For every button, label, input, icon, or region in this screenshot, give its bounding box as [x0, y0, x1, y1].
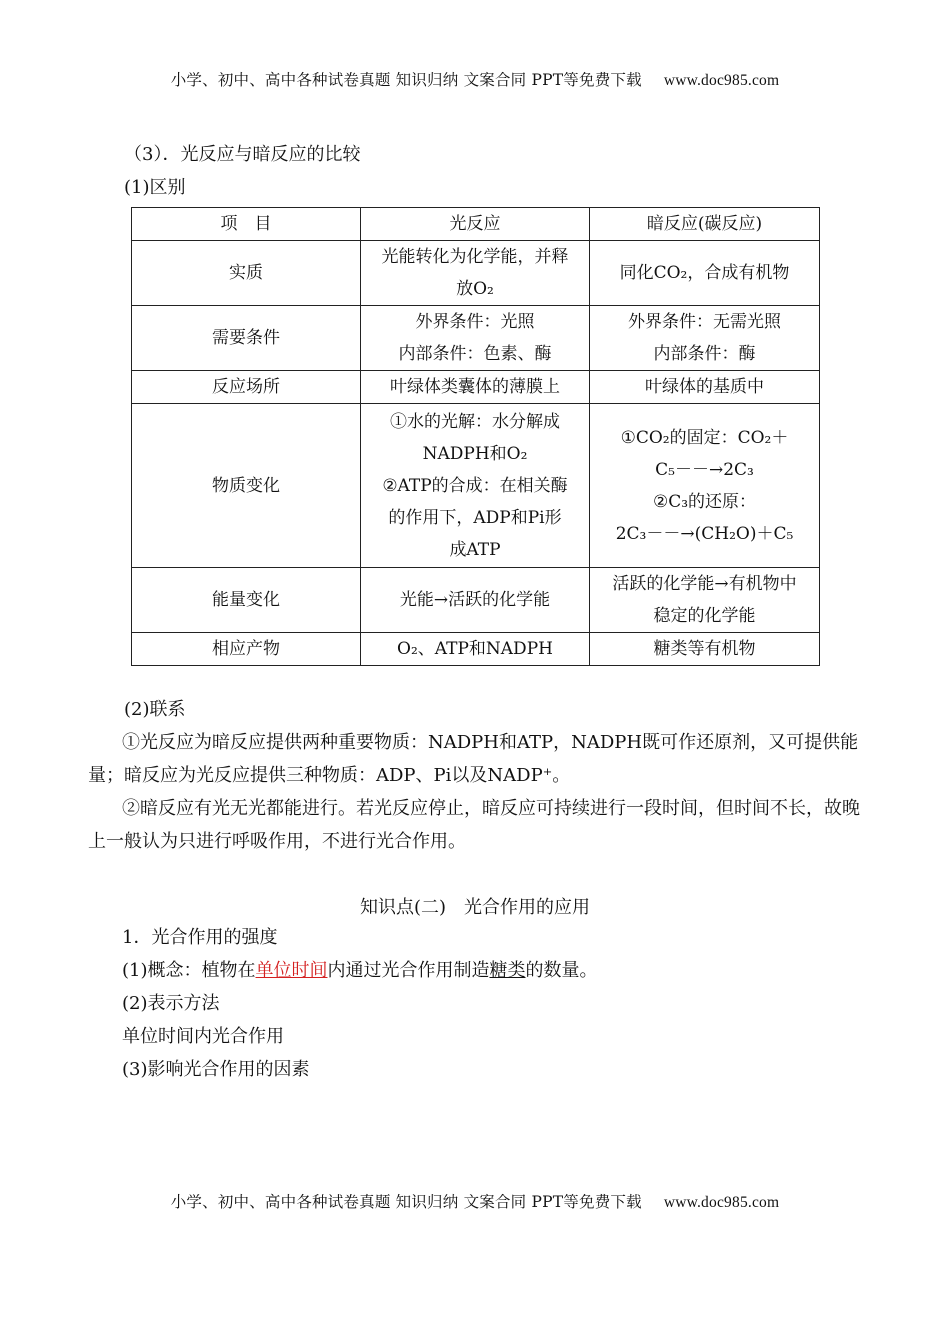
- table-row: [132, 241, 820, 306]
- underlined-term: 糖类: [489, 960, 526, 981]
- cell-line: 外界条件：光照: [415, 312, 535, 332]
- subsection-connection: (2)联系: [124, 699, 186, 720]
- red-underlined-term: 单位时间: [255, 960, 328, 981]
- table-row: [132, 404, 820, 568]
- cell-line: 同化CO₂，合成有机物: [619, 263, 790, 283]
- section-title: （3）．光反应与暗反应的比较: [124, 144, 361, 165]
- concept-prefix: (1)概念：植物在: [122, 960, 256, 981]
- dark-cell: [590, 633, 820, 666]
- table-row: [132, 371, 820, 404]
- cell-line: ②C₃的还原：: [652, 491, 757, 512]
- light-cell: [361, 404, 590, 568]
- footer-url[interactable]: www.doc985.com: [663, 1194, 780, 1211]
- cell-line: 光能转化为化学能，并释: [381, 247, 569, 267]
- subsection-difference: (1)区别: [124, 177, 186, 198]
- header-text: 小学、初中、高中各种试卷真题 知识归纳 文案合同 PPT等免费下载: [170, 71, 642, 89]
- light-cell: [361, 568, 590, 633]
- cell-line: 成ATP: [449, 539, 501, 560]
- cell-line: 放O₂: [456, 279, 494, 299]
- table-row: [132, 633, 820, 666]
- cell-line: 稳定的化学能: [653, 606, 756, 626]
- comparison-table: [131, 207, 820, 666]
- light-cell: [361, 306, 590, 371]
- concept-suffix: 的数量。: [525, 960, 598, 981]
- cell-line: ②ATP的合成：在相关酶: [382, 475, 568, 496]
- page-footer: [0, 1190, 950, 1212]
- light-cell: [361, 633, 590, 666]
- cell-line: 内部条件：色素、酶: [398, 344, 552, 364]
- cell-line: 叶绿体的基质中: [645, 377, 764, 397]
- cell-line: NADPH和O₂: [422, 443, 528, 464]
- header-url[interactable]: www.doc985.com: [663, 72, 780, 89]
- item-expression-method: (2)表示方法: [122, 993, 220, 1014]
- concept-line: [122, 959, 598, 983]
- knowledge-point-title: 知识点(二) 光合作用的应用: [359, 897, 591, 918]
- cell-line: 外界条件：无需光照: [628, 312, 781, 332]
- dark-cell: [590, 306, 820, 371]
- row-label: 物质变化: [132, 404, 361, 568]
- cell-line: ①水的光解：水分解成: [390, 411, 560, 432]
- cell-line: 活跃的化学能→有机物中: [612, 574, 797, 594]
- cell-line: 内部条件：酶: [653, 344, 756, 364]
- row-label: 反应场所: [132, 371, 361, 404]
- cell-line: O₂、ATP和NADPH: [397, 639, 553, 659]
- table-header-row: [132, 208, 820, 241]
- header-cell: 项 目: [132, 208, 361, 241]
- table-row: [132, 306, 820, 371]
- cell-line: ①CO₂的固定：CO₂＋: [620, 427, 789, 448]
- cell-line: 光能→活跃的化学能: [399, 590, 551, 610]
- connection-paragraph-1: [88, 726, 868, 792]
- table-row: [132, 568, 820, 633]
- paragraph-text: ①光反应为暗反应提供两种重要物质：NADPH和ATP，NADPH既可作还原剂，又可提供能量；暗反应为光反应提供三种物质：ADP、Pi以及NADP⁺。: [88, 732, 859, 786]
- cell-line: 的作用下，ADP和Pi形: [388, 507, 562, 528]
- cell-line: 2C₃－－→(CH₂O)＋C₅: [615, 523, 794, 544]
- paragraph-text: ②暗反应有光无光都能进行。若光反应停止，暗反应可持续进行一段时间，但时间不长，故晚上一般认为只进行呼吸作用，不进行光合作用。: [88, 798, 860, 852]
- row-label: 需要条件: [132, 306, 361, 371]
- concept-middle: 内通过光合作用制造: [327, 960, 490, 981]
- dark-cell: [590, 568, 820, 633]
- cell-line: 糖类等有机物: [653, 639, 756, 659]
- row-label: 能量变化: [132, 568, 361, 633]
- expression-method-text: 单位时间内光合作用: [122, 1026, 284, 1047]
- light-cell: [361, 241, 590, 306]
- dark-cell: [590, 371, 820, 404]
- dark-cell: [590, 241, 820, 306]
- cell-line: C₅－－→2C₃: [655, 459, 754, 480]
- connection-paragraph-2: [88, 792, 868, 858]
- light-cell: [361, 371, 590, 404]
- cell-line: 叶绿体类囊体的薄膜上: [390, 377, 560, 397]
- row-label: 实质: [132, 241, 361, 306]
- page-header: [0, 68, 950, 90]
- header-cell: 光反应: [361, 208, 590, 241]
- footer-text: 小学、初中、高中各种试卷真题 知识归纳 文案合同 PPT等免费下载: [170, 1193, 642, 1211]
- row-label: 相应产物: [132, 633, 361, 666]
- item-influencing-factors: (3)影响光合作用的因素: [122, 1059, 310, 1080]
- header-cell: 暗反应(碳反应): [590, 208, 820, 241]
- item-intensity: 1．光合作用的强度: [122, 927, 278, 948]
- dark-cell: [590, 404, 820, 568]
